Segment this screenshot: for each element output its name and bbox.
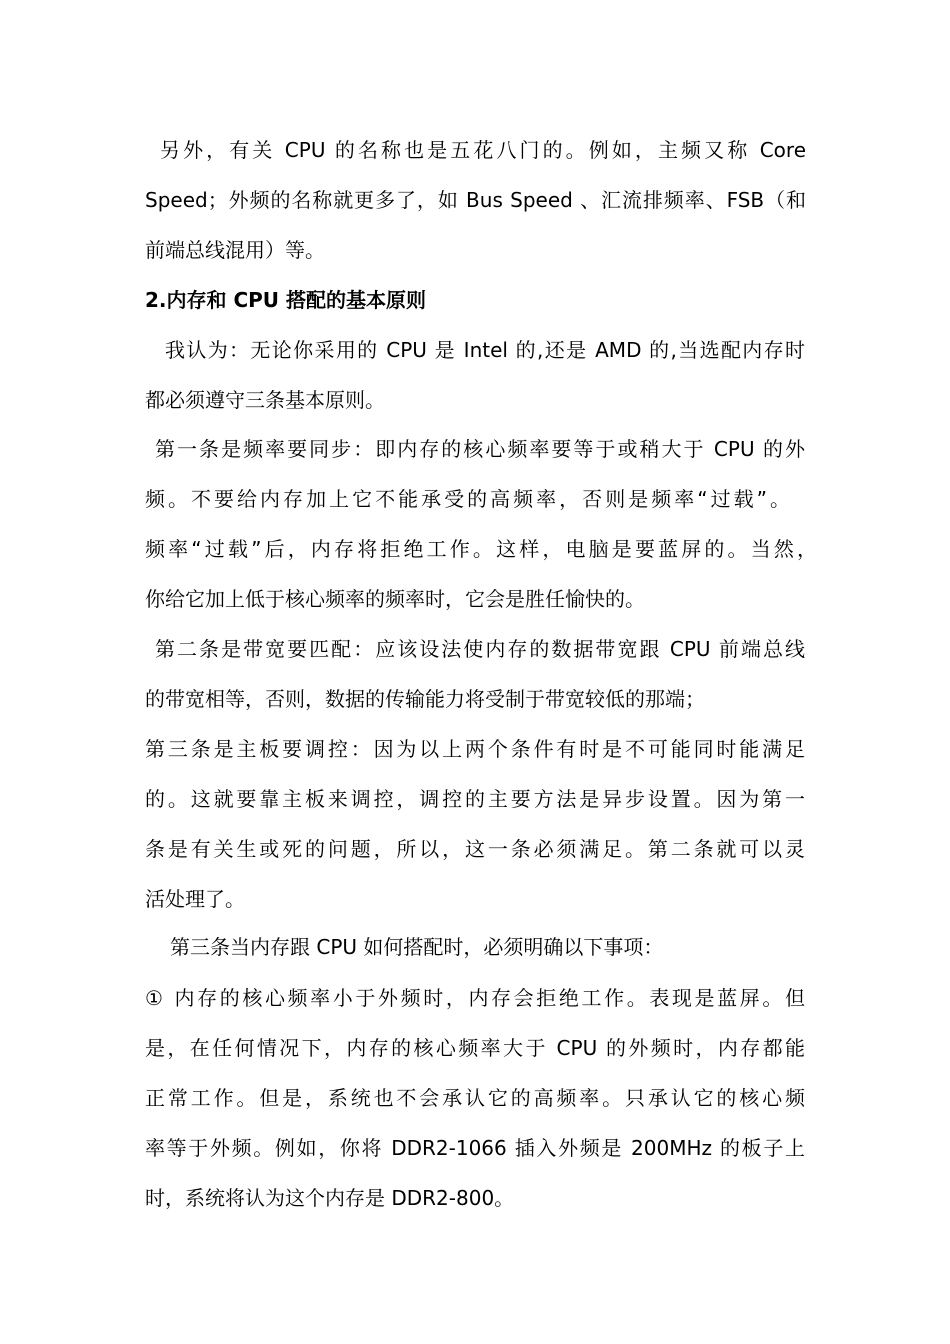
section-heading: 2.内存和 CPU 搭配的基本原则	[145, 288, 427, 312]
paragraph-line: 第三条是主板要调控：因为以上两个条件有时是不可能同时能满足	[145, 737, 805, 761]
paragraph-line: 条是有关生或死的问题，所以，这一条必须满足。第二条就可以灵	[145, 837, 805, 861]
paragraph-line: 第二条是带宽要匹配：应该设法使内存的数据带宽跟 CPU 前端总线	[155, 637, 805, 661]
list-item-line: 是，在任何情况下，内存的核心频率大于 CPU 的外频时，内存都能	[145, 1036, 805, 1060]
paragraph-line: Speed；外频的名称就更多了，如 Bus Speed 、汇流排频率、FSB（和	[145, 188, 806, 212]
paragraph-line: 你给它加上低于核心频率的频率时，它会是胜任愉快的。	[145, 587, 645, 611]
paragraph-line: 我认为：无论你采用的 CPU 是 Intel 的,还是 AMD 的,当选配内存时	[165, 338, 805, 362]
paragraph-line: 前端总线混用）等。	[145, 238, 325, 262]
paragraph-line: 频率“过载”后，内存将拒绝工作。这样，电脑是要蓝屏的。当然，	[145, 537, 817, 561]
paragraph-line: 另外，有关 CPU 的名称也是五花八门的。例如，主频又称 Core	[160, 138, 806, 162]
paragraph-line: 第三条当内存跟 CPU 如何搭配时，必须明确以下事项：	[170, 935, 664, 959]
list-item-line: 正常工作。但是，系统也不会承认它的高频率。只承认它的核心频	[145, 1086, 805, 1110]
paragraph-line: 的带宽相等，否则，数据的传输能力将受制于带宽较低的那端；	[145, 687, 705, 711]
paragraph-line: 都必须遵守三条基本原则。	[145, 388, 385, 412]
paragraph-line: 第一条是频率要同步：即内存的核心频率要等于或稍大于 CPU 的外	[155, 437, 805, 461]
list-item-line: 率等于外频。例如，你将 DDR2-1066 插入外频是 200MHz 的板子上	[145, 1136, 805, 1160]
list-item-line: ① 内存的核心频率小于外频时，内存会拒绝工作。表现是蓝屏。但	[145, 986, 805, 1010]
paragraph-line: 活处理了。	[145, 887, 245, 911]
list-item-line: 时，系统将认为这个内存是 DDR2-800。	[145, 1186, 515, 1210]
paragraph-line: 的。这就要靠主板来调控，调控的主要方法是异步设置。因为第一	[145, 787, 805, 811]
paragraph-line: 频。不要给内存加上它不能承受的高频率，否则是频率“过载”。	[145, 487, 790, 511]
